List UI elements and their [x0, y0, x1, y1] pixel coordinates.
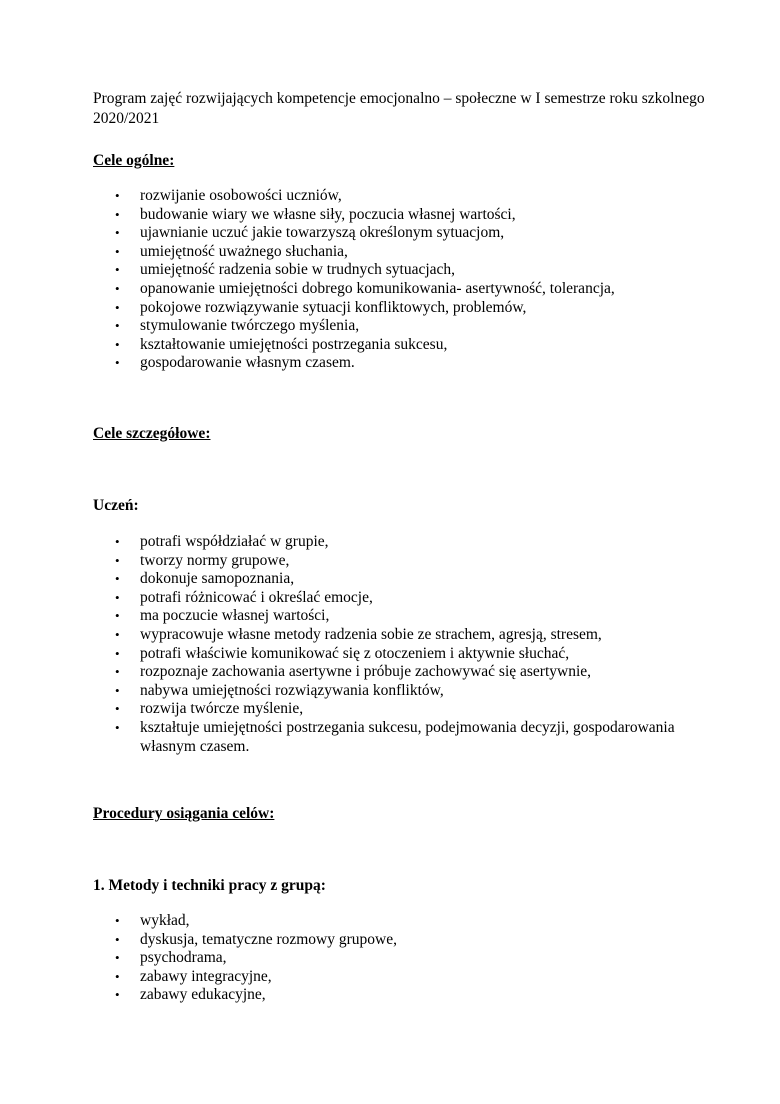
list-item: • ujawnianie uczuć jakie towarzyszą określonym sytuacjom,	[93, 224, 713, 243]
list-item: • budowanie wiary we własne siły, poczucia własnej wartości,	[93, 206, 713, 225]
list-item: • umiejętność uważnego słuchania,	[93, 243, 713, 262]
methods-list	[93, 912, 713, 1005]
list-item: • wykład,	[93, 912, 713, 931]
document-intro: Program zajęć rozwijających kompetencje emocjonalno – społeczne w I semestrze roku szkolnego 2020/2021	[93, 90, 705, 127]
student-goals-list	[93, 533, 713, 756]
list-item: • potrafi właściwie komunikować się z otoczeniem i aktywnie słuchać,	[93, 645, 713, 664]
methods-heading: 1. Metody i techniki pracy z grupą:	[93, 877, 326, 894]
specific-goals-heading: Cele szczegółowe:	[93, 425, 211, 442]
list-item: • rozwija twórcze myślenie,	[93, 700, 713, 719]
list-item: • pokojowe rozwiązywanie sytuacji konfliktowych, problemów,	[93, 299, 713, 318]
general-goals-heading: Cele ogólne:	[93, 152, 175, 169]
list-item: • zabawy integracyjne,	[93, 968, 713, 987]
list-item: • kształtowanie umiejętności postrzegania sukcesu,	[93, 336, 713, 355]
list-item: • gospodarowanie własnym czasem.	[93, 354, 713, 373]
list-item: • psychodrama,	[93, 949, 713, 968]
list-item: • rozpoznaje zachowania asertywne i próbuje zachowywać się asertywnie,	[93, 663, 713, 682]
list-item: • dokonuje samopoznania,	[93, 570, 713, 589]
list-item: • stymulowanie twórczego myślenia,	[93, 317, 713, 336]
procedures-heading: Procedury osiągania celów:	[93, 805, 275, 822]
list-item: • kształtuje umiejętności postrzegania sukcesu, podejmowania decyzji, gospodarowania własnym czasem.	[93, 719, 713, 756]
list-item: • dyskusja, tematyczne rozmowy grupowe,	[93, 931, 713, 950]
list-item: • opanowanie umiejętności dobrego komunikowania- asertywność, tolerancja,	[93, 280, 713, 299]
list-item: • umiejętność radzenia sobie w trudnych sytuacjach,	[93, 261, 713, 280]
list-item: • rozwijanie osobowości uczniów,	[93, 187, 713, 206]
list-item: • potrafi różnicować i określać emocje,	[93, 589, 713, 608]
list-item: • nabywa umiejętności rozwiązywania konfliktów,	[93, 682, 713, 701]
general-goals-list	[93, 187, 713, 373]
list-item: • wypracowuje własne metody radzenia sobie ze strachem, agresją, stresem,	[93, 626, 713, 645]
list-item: • tworzy normy grupowe,	[93, 552, 713, 571]
list-item: • ma poczucie własnej wartości,	[93, 607, 713, 626]
list-item: • zabawy edukacyjne,	[93, 986, 713, 1005]
list-item: • potrafi współdziałać w grupie,	[93, 533, 713, 552]
student-heading: Uczeń:	[93, 497, 139, 514]
